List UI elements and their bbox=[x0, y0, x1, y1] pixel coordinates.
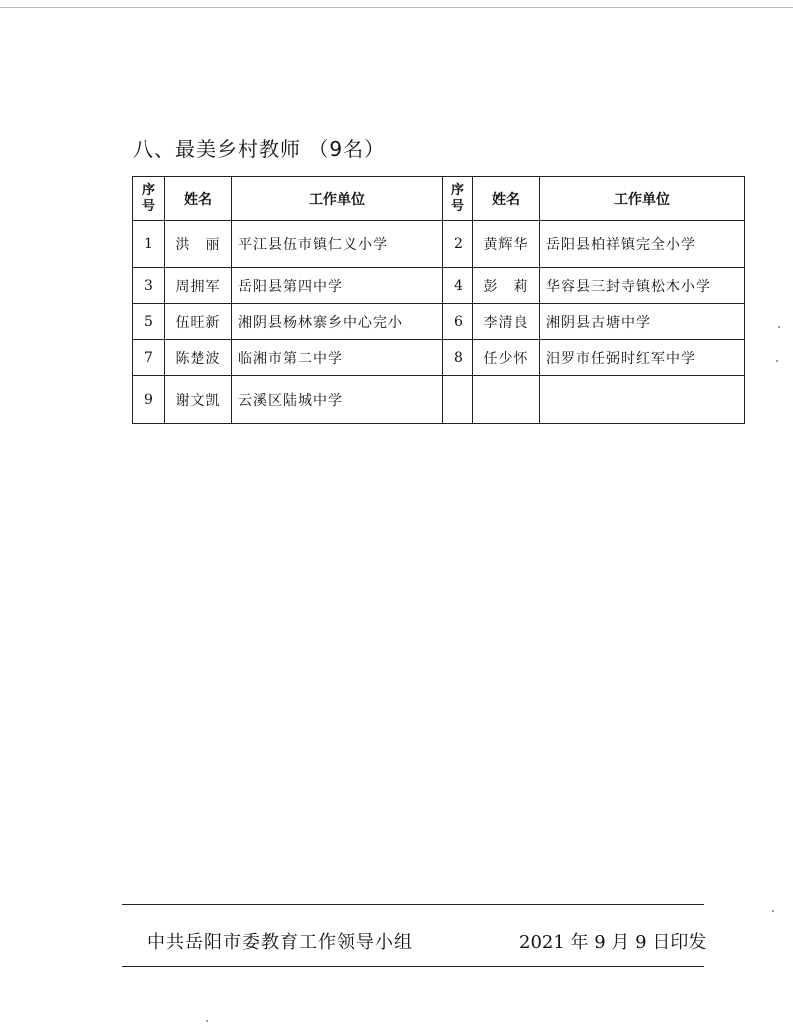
cell-unit bbox=[540, 376, 745, 424]
cell-unit: 华容县三封寺镇松木小学 bbox=[540, 268, 745, 304]
cell-number: 8 bbox=[443, 340, 473, 376]
cell-number bbox=[443, 376, 473, 424]
cell-name: 洪 丽 bbox=[165, 221, 232, 268]
issue-date: 2021 年 9 月 9 日印发 bbox=[519, 932, 707, 953]
footer-top-rule bbox=[122, 904, 704, 905]
header-unit: 工作单位 bbox=[540, 177, 745, 221]
scan-speck bbox=[206, 1020, 208, 1022]
cell-unit: 汨罗市任弼时红军中学 bbox=[540, 340, 745, 376]
cell-unit: 岳阳县第四中学 bbox=[232, 268, 443, 304]
teacher-roster-table bbox=[132, 176, 745, 424]
cell-number: 6 bbox=[443, 304, 473, 340]
table-row bbox=[133, 268, 745, 304]
cell-name bbox=[473, 376, 540, 424]
scan-speck bbox=[778, 326, 780, 328]
cell-name: 谢文凯 bbox=[165, 376, 232, 424]
table-row bbox=[133, 304, 745, 340]
cell-name: 周拥军 bbox=[165, 268, 232, 304]
scan-speck bbox=[776, 360, 778, 362]
cell-unit: 临湘市第二中学 bbox=[232, 340, 443, 376]
cell-name: 黄辉华 bbox=[473, 221, 540, 268]
cell-unit: 平江县伍市镇仁义小学 bbox=[232, 221, 443, 268]
cell-unit: 湘阴县古塘中学 bbox=[540, 304, 745, 340]
header-index: 序 号 bbox=[133, 177, 165, 221]
cell-name: 陈楚波 bbox=[165, 340, 232, 376]
cell-number: 4 bbox=[443, 268, 473, 304]
issuing-organization: 中共岳阳市委教育工作领导小组 bbox=[147, 932, 413, 953]
cell-number: 7 bbox=[133, 340, 165, 376]
cell-name: 任少怀 bbox=[473, 340, 540, 376]
table-row bbox=[133, 340, 745, 376]
scan-speck bbox=[772, 910, 774, 912]
cell-unit: 岳阳县柏祥镇完全小学 bbox=[540, 221, 745, 268]
cell-unit: 云溪区陆城中学 bbox=[232, 376, 443, 424]
section-title: 八、最美乡村教师 （9名） bbox=[133, 136, 386, 161]
header-index: 序 号 bbox=[443, 177, 473, 221]
cell-number: 1 bbox=[133, 221, 165, 268]
cell-name: 彭 莉 bbox=[473, 268, 540, 304]
cell-number: 5 bbox=[133, 304, 165, 340]
cell-unit: 湘阴县杨林寨乡中心完小 bbox=[232, 304, 443, 340]
table-row bbox=[133, 376, 745, 424]
header-name: 姓名 bbox=[165, 177, 232, 221]
footer-bottom-rule bbox=[122, 966, 704, 967]
table-row bbox=[133, 221, 745, 268]
table-header-row bbox=[133, 177, 745, 221]
cell-name: 李清良 bbox=[473, 304, 540, 340]
cell-number: 9 bbox=[133, 376, 165, 424]
cell-number: 3 bbox=[133, 268, 165, 304]
cell-number: 2 bbox=[443, 221, 473, 268]
header-unit: 工作单位 bbox=[232, 177, 443, 221]
page-top-edge bbox=[0, 7, 793, 8]
header-name: 姓名 bbox=[473, 177, 540, 221]
cell-name: 伍旺新 bbox=[165, 304, 232, 340]
